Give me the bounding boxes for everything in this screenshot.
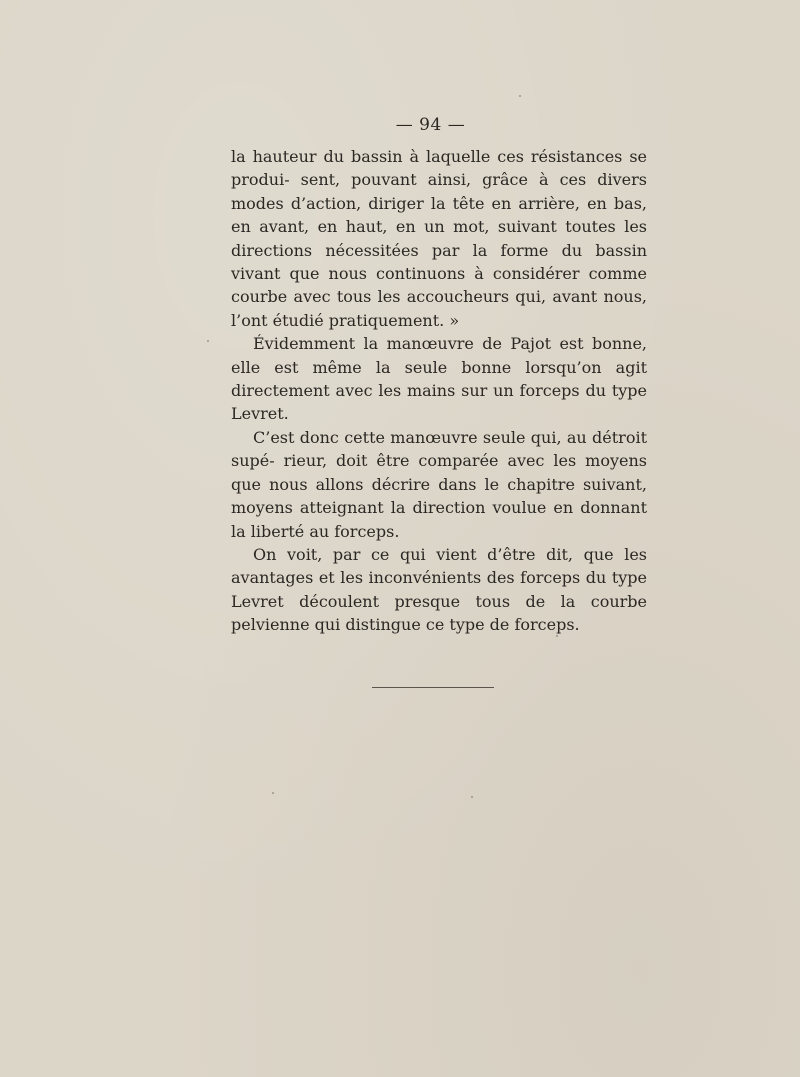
paper-speck xyxy=(272,792,274,794)
paper-speck xyxy=(207,340,209,342)
page-number: — 94 — xyxy=(395,115,466,135)
paper-speck xyxy=(471,796,473,798)
paragraph-1: la hauteur du bassin à laquelle ces résistances se produi- sent, pouvant ainsi, grâce à ces divers modes d’action, diriger la tête en arrière, en bas, en avant, en haut, en un mot, suivant toutes les directions nécessitées par la forme du bassin vivant que nous continuons à considérer comme courbe avec tous les accoucheurs qui, avant nous, l’ont étudié pratiquement. » xyxy=(231,147,647,330)
paragraph-2: Évidemment la manœuvre de Pajot est bonne, elle est même la seule bonne lorsqu’on agit directement avec les mains sur un forceps du type Levret. xyxy=(231,334,647,424)
body-text xyxy=(231,145,647,637)
paragraph-3: C’est donc cette manœuvre seule qui, au détroit supé- rieur, doit être comparée avec les moyens que nous allons décrire dans le chapitre suivant, moyens atteignant la direction voulue en donnant la liberté au forceps. xyxy=(231,427,647,541)
paper-speck xyxy=(519,95,521,97)
section-end-rule xyxy=(372,687,494,688)
paper-speck xyxy=(556,635,558,637)
paragraph-4: On voit, par ce qui vient d’être dit, que les avantages et les inconvénients des forceps du type Levret découlent presque tous de la courbe pelvienne qui distingue ce type de forceps. xyxy=(231,544,647,635)
